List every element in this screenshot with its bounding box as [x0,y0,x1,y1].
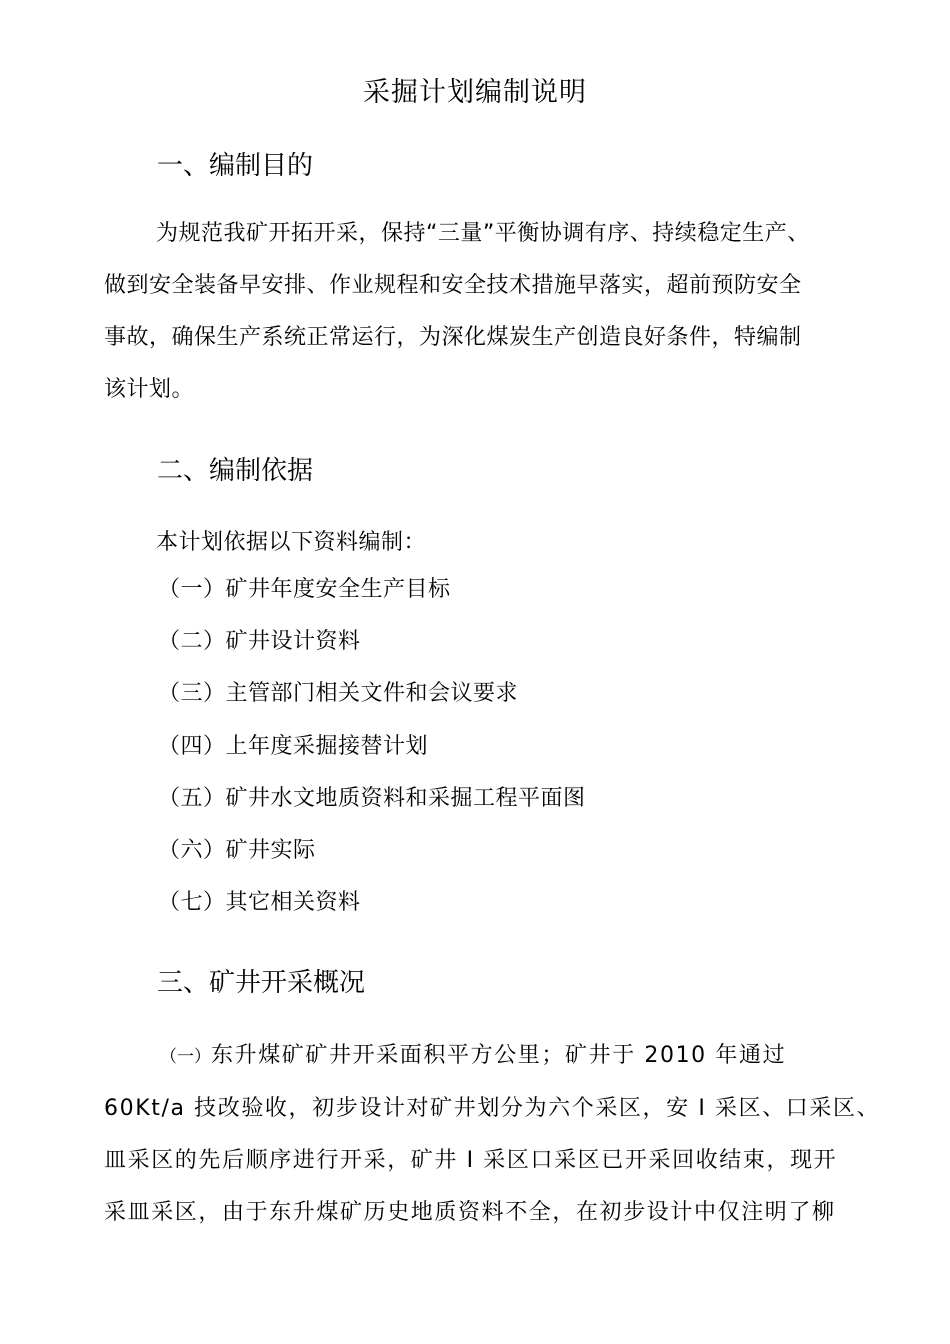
list-item: （二）矿井设计资料 [158,629,361,655]
paragraph-line: 皿采区的先后顺序进行开采，矿井 I 采区口采区已开采回收结束，现开 [104,1148,838,1173]
paragraph-line: 该计划。 [104,377,195,402]
paragraph-line: 60Kt/a 技改验收，初步设计对矿井划分为六个采区，安 I 采区、口采区、 [104,1096,881,1121]
list-item: （六）矿井实际 [158,837,316,863]
list-item: （七）其它相关资料 [158,890,361,916]
paragraph-text: 东升煤矿矿井开采面积平方公里；矿井于 2010 年通过 [211,1043,787,1068]
list-item: （三）主管部门相关文件和会议要求 [158,681,519,707]
section-heading-overview: 三、矿井开采概况 [157,968,366,998]
paragraph-line: 事故，确保生产系统正常运行，为深化煤炭生产创造良好条件，特编制 [104,325,802,350]
document-title: 采掘计划编制说明 [363,77,587,108]
section-heading-purpose: 一、编制目的 [157,151,314,181]
list-item: （一）矿井年度安全生产目标 [158,577,451,602]
list-item: （四）上年度采掘接替计划 [158,733,429,759]
list-item: （五）矿井水文地质资料和采掘工程平面图 [158,785,586,811]
paragraph-line: 为规范我矿开拓开采，保持“三量”平衡协调有序、持续稳定生产、 [156,221,810,246]
section-heading-basis: 二、编制依据 [157,456,314,486]
paragraph-line: 做到安全装备早安排、作业规程和安全技术措施早落实，超前预防安全 [104,273,802,298]
paragraph-line [104,1030,864,1083]
basis-intro: 本计划依据以下资料编制： [156,530,427,555]
purpose-paragraph [104,208,864,416]
paragraph-line: 采皿采区，由于东升煤矿历史地质资料不全，在初步设计中仅注明了柳 [104,1200,836,1225]
basis-list [158,573,586,938]
overview-paragraph [104,1030,881,1239]
item-prefix: （一） [160,1047,211,1067]
